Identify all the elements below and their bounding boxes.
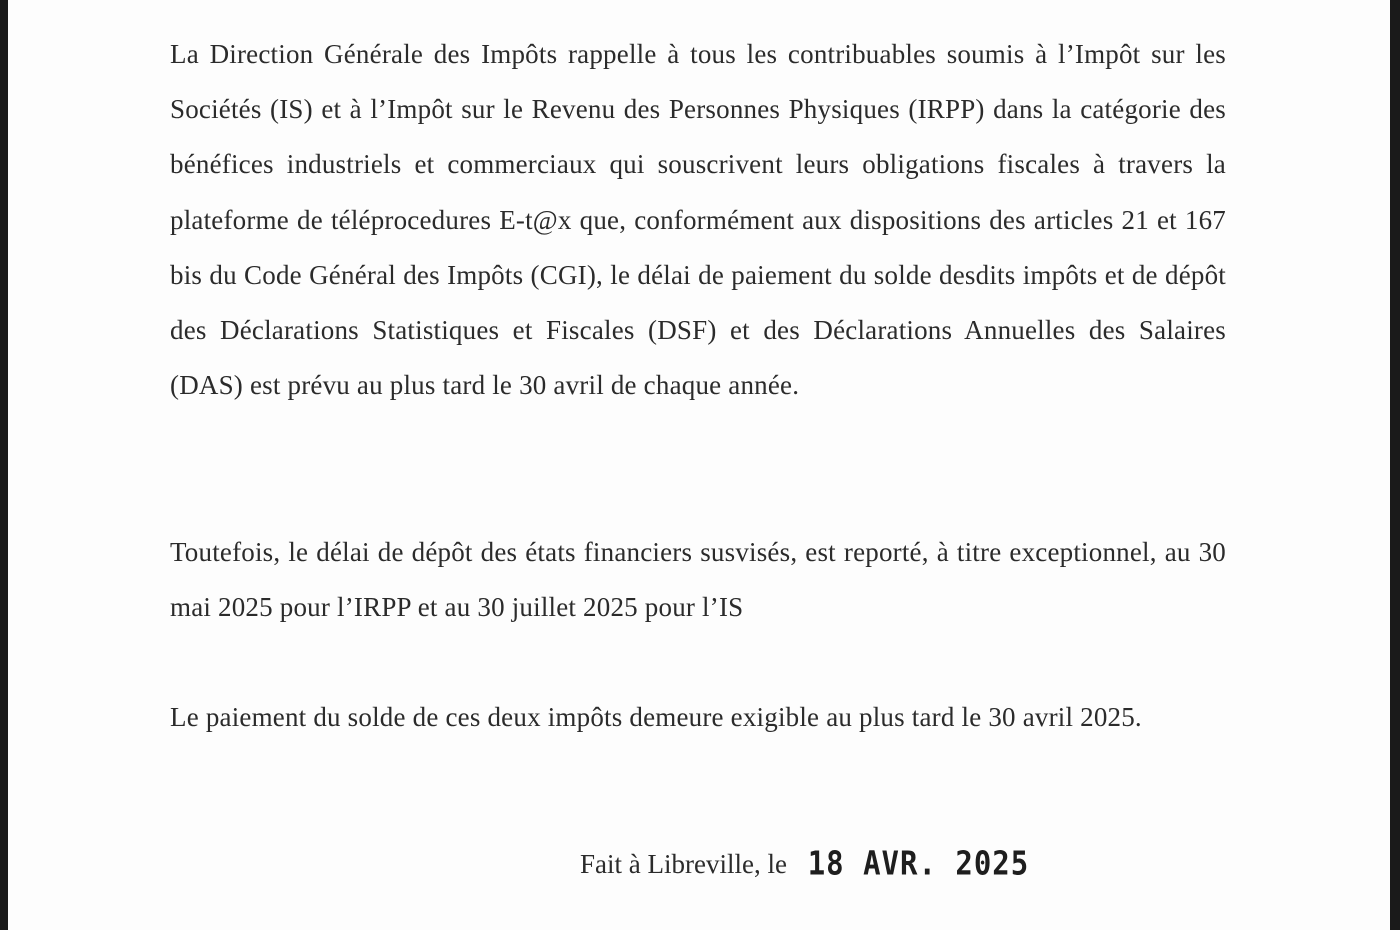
paragraph-reminder: La Direction Générale des Impôts rappelle à tous les contribuables soumis à l’Impôt sur les Sociétés (IS) et à l’Impôt sur le Revenu des Personnes Physiques (IRPP) dans la catégorie des bénéfices industriels et commerciaux qui souscrivent leurs obligations fiscales à travers la plateforme de téléprocedures E-t@x que, conformément aux dispositions des articles 21 et 167 bis du Code Général des Impôts (CGI), le délai de paiement du solde desdits impôts et de dépôt des Déclarations Statistiques et Fiscales (DSF) et des Déclarations Annuelles des Salaires (DAS) est prévu au plus tard le 30 avril de chaque année.	[170, 39, 1226, 401]
stamped-date: 18 AVR. 2025	[807, 843, 1030, 883]
document-page	[8, 0, 1390, 930]
paragraph-payment-due: Le paiement du solde de ces deux impôts demeure exigible au plus tard le 30 avril 2025.	[170, 702, 1142, 732]
signature-line	[580, 836, 1029, 892]
signature-place: Fait à Libreville, le	[580, 849, 787, 879]
paragraph-deadline-extension: Toutefois, le délai de dépôt des états financiers susvisés, est reporté, à titre exceptionnel, au 30 mai 2025 pour l’IRPP et au 30 juillet 2025 pour l’IS	[170, 537, 1226, 623]
